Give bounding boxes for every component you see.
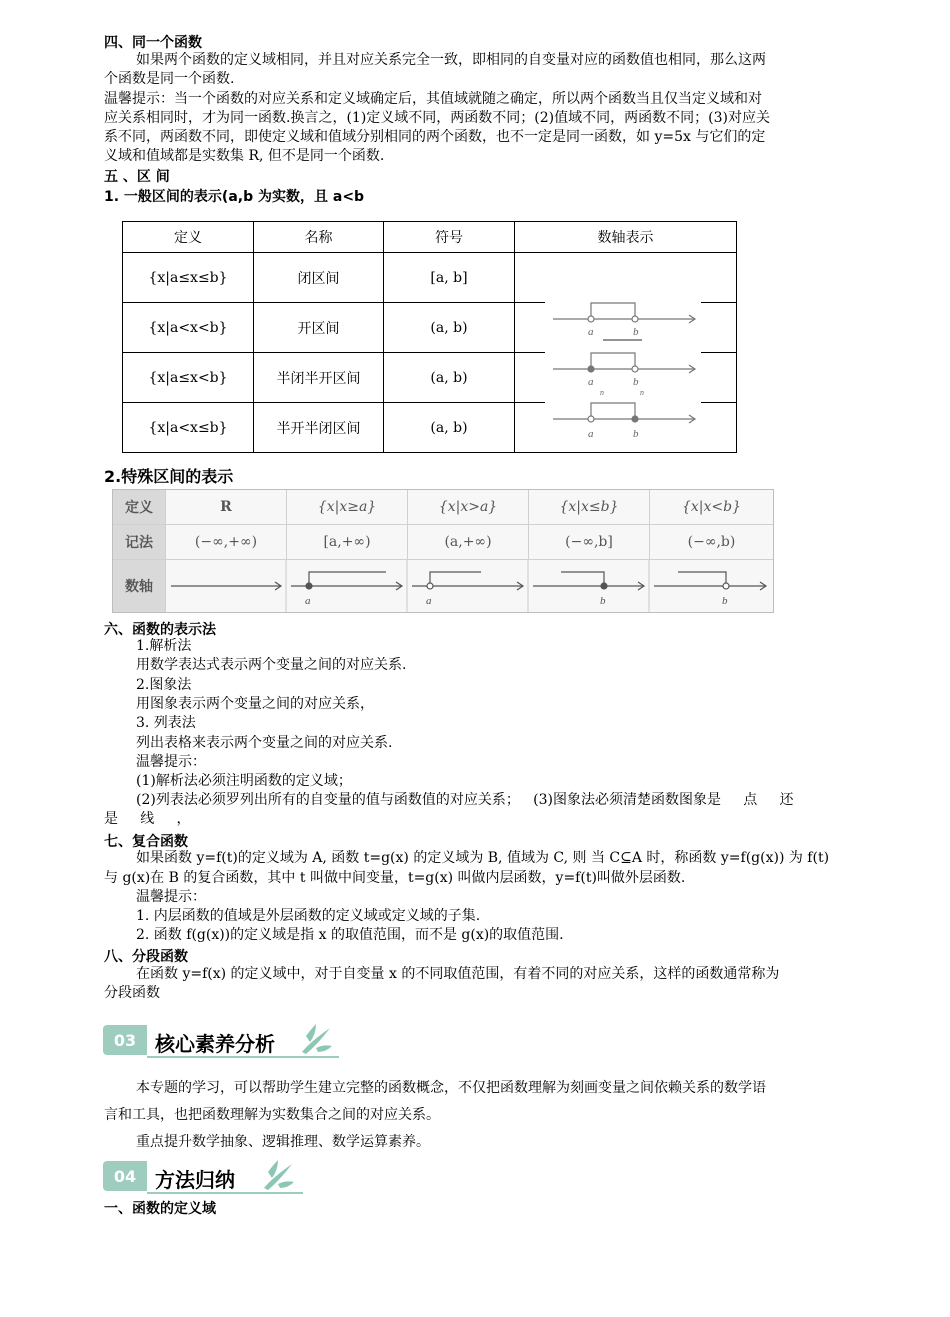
row-def: {x|a<x<b}	[123, 303, 254, 353]
open-endpoint-b	[723, 583, 729, 589]
interval-bracket	[591, 403, 635, 419]
th-symbol: 符号	[384, 222, 515, 253]
special-axis-figure	[166, 560, 773, 612]
label-b: b	[633, 376, 639, 388]
row-def: {x|a<x≤b}	[123, 403, 254, 453]
method-heading: 一、函数的定义域	[104, 1201, 216, 1217]
s4-tip-line3: 系不同，两函数不同，即使定义域和值域分别相同的两个函数，也不一定是同一函数，如 y=5x 与它们的定	[104, 129, 766, 145]
row-def: {x|a≤x≤b}	[123, 253, 254, 303]
row-name: 半开半闭区间	[254, 403, 384, 453]
notation-cell: (a,+∞)	[408, 525, 529, 560]
leaf-icon	[296, 1022, 336, 1056]
s4-tip-line4: 义域和值域都是实数集 R, 但不是同一个函数.	[104, 148, 385, 164]
s7-line: 2. 函数 f(g(x))的定义域是指 x 的取值范围，而不是 g(x)的取值范围.	[136, 927, 564, 943]
row-sym: (a, b)	[384, 353, 515, 403]
banner03-underline	[147, 1056, 339, 1058]
label-a: a	[588, 428, 594, 440]
section8-heading: 八、分段函数	[104, 949, 188, 965]
s7-line: 1. 内层函数的值域是外层函数的定义域或定义域的子集.	[136, 908, 481, 924]
s6-line: 用图象表示两个变量之间的对应关系，	[136, 696, 374, 712]
ray-bracket	[561, 572, 604, 586]
row-name: 开区间	[254, 303, 384, 353]
section5-sub2: 2.特殊区间的表示	[104, 467, 234, 486]
row-name: 半闭半开区间	[254, 353, 384, 403]
axis-label: a	[305, 595, 311, 607]
open-endpoint-a	[427, 583, 433, 589]
s7-line: 与 g(x)在 B 的复合函数，其中 t 叫做中间变量，t=g(x) 叫做内层函数，y=f(t)叫做外层函数.	[104, 870, 686, 886]
s7-line: 温馨提示：	[136, 889, 206, 905]
label-b: b	[633, 428, 639, 440]
s8-line: 在函数 y=f(x) 的定义域中，对于自变量 x 的不同取值范围，有着不同的对应关系，这样的函数通常称为	[136, 966, 780, 982]
label-n: n	[640, 388, 644, 397]
section7-heading: 七、复合函数	[104, 834, 188, 850]
s6-line: 用数学表达式表示两个变量之间的对应关系.	[136, 657, 407, 673]
s6-line: 温馨提示：	[136, 754, 206, 770]
s6-line: (1)解析法必须注明函数的定义域；	[136, 773, 352, 789]
row-name: 闭区间	[254, 253, 384, 303]
def-cell: {x|x≤b}	[529, 490, 650, 525]
row-sym: (a, b)	[384, 403, 515, 453]
s6-line: 3. 列表法	[136, 715, 196, 731]
open-endpoint-a	[588, 316, 594, 322]
s6-line: 是 线 ，	[104, 811, 191, 827]
def-cell: {x|x<b}	[650, 490, 773, 525]
core-line3: 重点提升数学抽象、逻辑推理、数学运算素养。	[136, 1134, 430, 1150]
closed-endpoint-b	[632, 416, 638, 422]
banner03-number: 03	[103, 1025, 147, 1055]
notation-cell: (−∞,b)	[650, 525, 773, 560]
number-line-figure	[545, 293, 701, 448]
th-definition: 定义	[123, 222, 254, 253]
s4-tip-line1: 温馨提示：当一个函数的对应关系和定义域确定后，其值域就随之确定，所以两个函数当且仅当定义域和对	[104, 91, 762, 107]
th-name: 名称	[254, 222, 384, 253]
banner04-title: 方法归纳	[155, 1168, 235, 1192]
axis-label: b	[600, 595, 606, 607]
th-axis: 数轴表示	[515, 222, 737, 253]
ray-bracket	[309, 572, 386, 586]
label-b: b	[633, 326, 639, 338]
notation-cell: (−∞,+∞)	[166, 525, 287, 560]
section4-heading: 四、同一个函数	[104, 35, 202, 51]
ray-bracket	[678, 572, 726, 586]
special-interval-table	[112, 489, 774, 613]
interval-bracket	[591, 303, 635, 319]
s6-line: 列出表格来表示两个变量之间的对应关系.	[136, 735, 393, 751]
table-header-row	[123, 222, 737, 253]
closed-endpoint-a	[588, 366, 594, 372]
s4-tip-line2: 应关系相同时，才为同一函数.换言之，(1)定义域不同，两函数不同；(2)值域不同，两函数不同；(3)对应关	[104, 110, 770, 126]
s4-para-line1: 如果两个函数的定义域相同，并且对应关系完全一致，即相同的自变量对应的函数值也相同，那么这两	[136, 52, 766, 68]
def-cell: {x|x>a}	[408, 490, 529, 525]
axis-label: b	[722, 595, 728, 607]
notation-cell: [a,+∞)	[287, 525, 408, 560]
banner03-title: 核心素养分析	[155, 1032, 275, 1056]
s6-line: (2)列表法必须罗列出所有的自变量的值与函数值的对应关系； (3)图象法必须清楚函数图象是 点 还	[136, 792, 794, 808]
row-def: {x|a≤x<b}	[123, 353, 254, 403]
def-cell: {x|x≥a}	[287, 490, 408, 525]
s7-line: 如果函数 y=f(t)的定义域为 A, 函数 t=g(x) 的定义域为 B, 值域为 C, 则 当 C⊆A 时，称函数 y=f(g(x)) 为 f(t)	[136, 850, 830, 866]
section5-sub1: 1. 一般区间的表示(a,b 为实数，且 a<b	[104, 189, 365, 205]
label-a: a	[588, 376, 594, 388]
core-line1: 本专题的学习，可以帮助学生建立完整的函数概念，不仅把函数理解为刻画变量之间依赖关系的数学语	[136, 1080, 766, 1096]
open-endpoint-a	[588, 416, 594, 422]
label-definition: 定义	[113, 490, 166, 525]
section6-heading: 六、函数的表示法	[104, 622, 216, 638]
banner04-number: 04	[103, 1161, 147, 1191]
section5-heading: 五 、区 间	[104, 169, 170, 185]
closed-endpoint-a	[306, 583, 312, 589]
interval-bracket	[591, 353, 635, 369]
open-endpoint-b	[632, 366, 638, 372]
leaf-icon	[258, 1158, 298, 1192]
open-endpoint-b	[632, 316, 638, 322]
core-line2: 言和工具，也把函数理解为实数集合之间的对应关系。	[104, 1107, 440, 1123]
row-sym: [a, b]	[384, 253, 515, 303]
label-a: a	[588, 326, 594, 338]
s8-line: 分段函数	[104, 985, 160, 1001]
closed-endpoint-b	[601, 583, 607, 589]
label-n: n	[600, 388, 604, 397]
notation-cell: (−∞,b]	[529, 525, 650, 560]
def-cell: R	[166, 490, 287, 525]
banner04-underline	[147, 1192, 303, 1194]
label-axis: 数轴	[113, 560, 166, 612]
ray-bracket	[430, 572, 481, 586]
axis-label: a	[426, 595, 432, 607]
row-sym: (a, b)	[384, 303, 515, 353]
s4-para-line2: 个函数是同一个函数.	[104, 71, 235, 87]
label-notation: 记法	[113, 525, 166, 560]
s6-line: 1.解析法	[136, 638, 192, 654]
s6-line: 2.图象法	[136, 677, 192, 693]
